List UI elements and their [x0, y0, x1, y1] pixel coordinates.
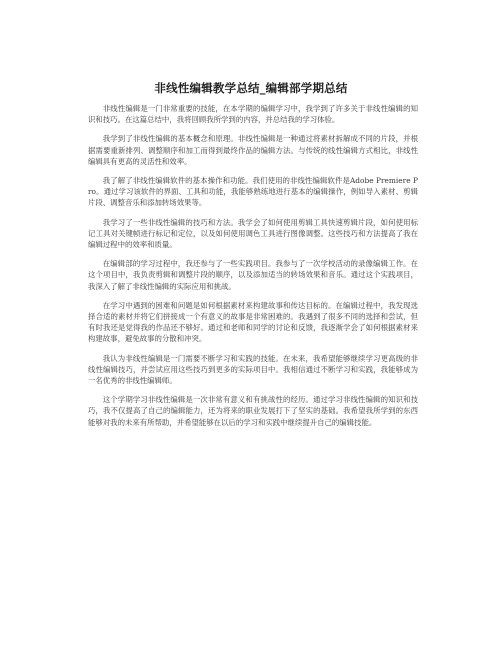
paragraph-2: 我学到了非线性编辑的基本概念和原理。非线性编辑是一种通过将素材拆解成不同的片段，并根据需要重新排列、调整顺序和加工而得到最终作品的编辑方法。与传统的线性编辑方式相比，非线性编辑具有更高的灵活性和效率。 [88, 134, 418, 166]
paragraph-1: 非线性编辑是一门非常重要的技能，在本学期的编辑学习中，我学到了许多关于非线性编辑的知识和技巧。在这篇总结中，我将回顾我所学到的内容，并总结我的学习体验。 [88, 104, 418, 125]
document-title: 非线性编辑教学总结_编辑部学期总结 [154, 81, 348, 95]
paragraph-5: 在编辑部的学习过程中，我还参与了一些实践项目。我参与了一次学校活动的录像编辑工作。在这个项目中，我负责剪辑和调整片段的顺序，以及添加适当的转场效果和音乐。通过这个实践项目，我深入了解了非线性编辑的实际应用和挑战。 [88, 259, 418, 291]
paragraph-4: 我学习了一些非线性编辑的技巧和方法。我学会了如何使用剪辑工具快速剪辑片段，如何使用标记工具对关键帧进行标记和定位，以及如何使用调色工具进行图像调整。这些技巧和方法提高了我在编辑过程中的效率和质量。 [88, 217, 418, 250]
paragraph-3: 我了解了非线性编辑软件的基本操作和功能。我们使用的非线性编辑软件是Adobe Premiere Pro。通过学习该软件的界面、工具和功能，我能够熟练地进行基本的编辑操作，例如导入素材、剪辑片段、调整音乐和添加转场效果等。 [88, 176, 418, 208]
paragraph-8: 这个学期学习非线性编辑是一次非常有意义和有挑战性的经历。通过学习非线性编辑的知识和技巧，我不仅提高了自己的编辑能力，还为将来的职业发展打下了坚实的基础。我希望我所学到的东西能够对我的未来有所帮助，并希望能够在以后的学习和实践中继续提升自己的编辑技能。 [88, 395, 418, 427]
paragraph-6: 在学习中遇到的困难和问题是如何根据素材来构建故事和传达目标的。在编辑过程中，我发现选择合适的素材并将它们拼接成一个有意义的故事是非常困难的。我遇到了很多不同的选择和尝试，但有时我还是觉得我的作品还不够好。通过和老师和同学的讨论和反馈，我逐渐学会了如何根据素材来构建故事，避免故事的分散和冲突。 [88, 300, 418, 344]
document-body [88, 103, 418, 436]
paragraph-7: 我认为非线性编辑是一门需要不断学习和实践的技能。在未来，我希望能够继续学习更高级的非线性编辑技巧，并尝试应用这些技巧到更多的实际项目中。我相信通过不断学习和实践，我能够成为一名优秀的非线性编辑师。 [88, 353, 418, 386]
